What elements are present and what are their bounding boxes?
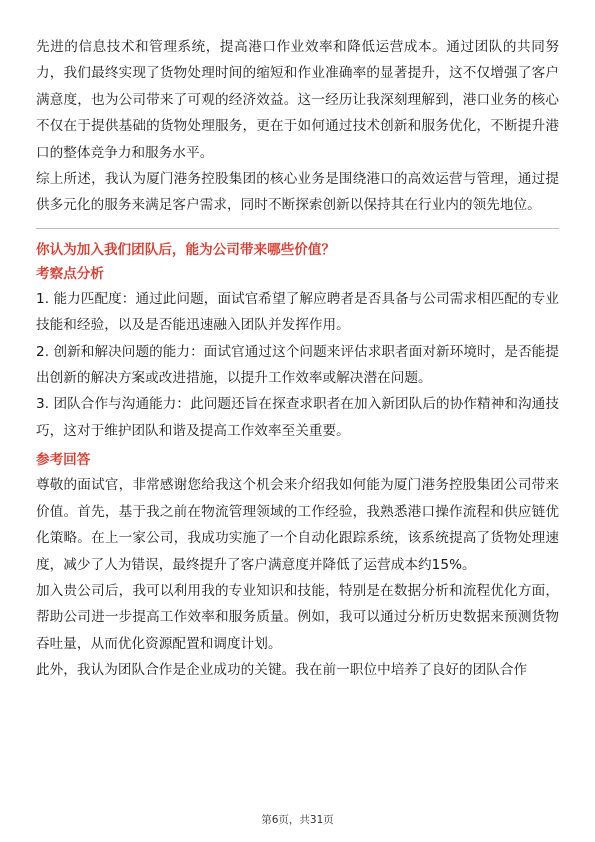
answer-paragraph: 尊敬的面试官，非常感谢您给我这个机会来介绍我如何能为厦门港务控股集团公司带来价值。首先，基于我之前在物流管理领域的工作经验，我熟悉港口操作流程和供应链优化策略。在上一家公司，我成功实施了一个自动化跟踪系统，该系统提高了货物处理速度，减少了人为错误，最终提升了客户满意度并降低了运营成本约15%。 [36, 477, 559, 573]
analysis-point: 1. 能力匹配度：通过此问题，面试官希望了解应聘者是否具备与公司需求相匹配的专业技能和经验，以及是否能迅速融入团队并发挥作用。 [36, 290, 559, 334]
intro-section [36, 34, 559, 219]
intro-paragraph: 先进的信息技术和管理系统，提高港口作业效率和降低运营成本。通过团队的共同努力，我们最终实现了货物处理时间的缩短和作业准确率的显著提升，这不仅增强了客户满意度，也为公司带来了可观的经济效益。这一经历让我深刻理解到，港口业务的核心不仅在于提供基础的货物处理服务，更在于如何通过技术创新和服务优化，不断提升港口的整体竞争力和服务水平。 [36, 39, 559, 161]
intro-paragraph: 综上所述，我认为厦门港务控股集团的核心业务是围绕港口的高效运营与管理，通过提供多元化的服务来满足客户需求，同时不断探索创新以保持其在行业内的领先地位。 [36, 171, 559, 214]
answer-paragraph: 加入贵公司后，我可以利用我的专业知识和技能，特别是在数据分析和流程优化方面，帮助公司进一步提高工作效率和服务质量。例如，我可以通过分析历史数据来预测货物吞吐量，从而优化资源配置和调度计划。 [36, 582, 559, 652]
answer-title: 参考回答 [36, 452, 91, 469]
answer-paragraph: 此外，我认为团队合作是企业成功的关键。我在前一职位中培养了良好的团队合作 [36, 662, 528, 679]
question-heading: 你认为加入我们团队后，能为公司带来哪些价值？ [36, 241, 336, 258]
analysis-point: 2. 创新和解决问题的能力：面试官通过这个问题来评估求职者面对新环境时，是否能提出创新的解决方案或改进措施，以提升工作效率或解决潜在问题。 [36, 343, 559, 387]
analysis-point: 3. 团队合作与沟通能力：此问题还旨在探查求职者在加入新团队后的协作精神和沟通技巧，这对于维护团队和谐及提高工作效率至关重要。 [36, 396, 559, 439]
analysis-title: 考察点分析 [36, 265, 104, 282]
analysis-points [36, 286, 559, 444]
section-divider [36, 228, 559, 229]
page-content [36, 34, 559, 684]
page-number: 第6页，共31页 [261, 814, 334, 826]
answer-section [36, 472, 559, 683]
